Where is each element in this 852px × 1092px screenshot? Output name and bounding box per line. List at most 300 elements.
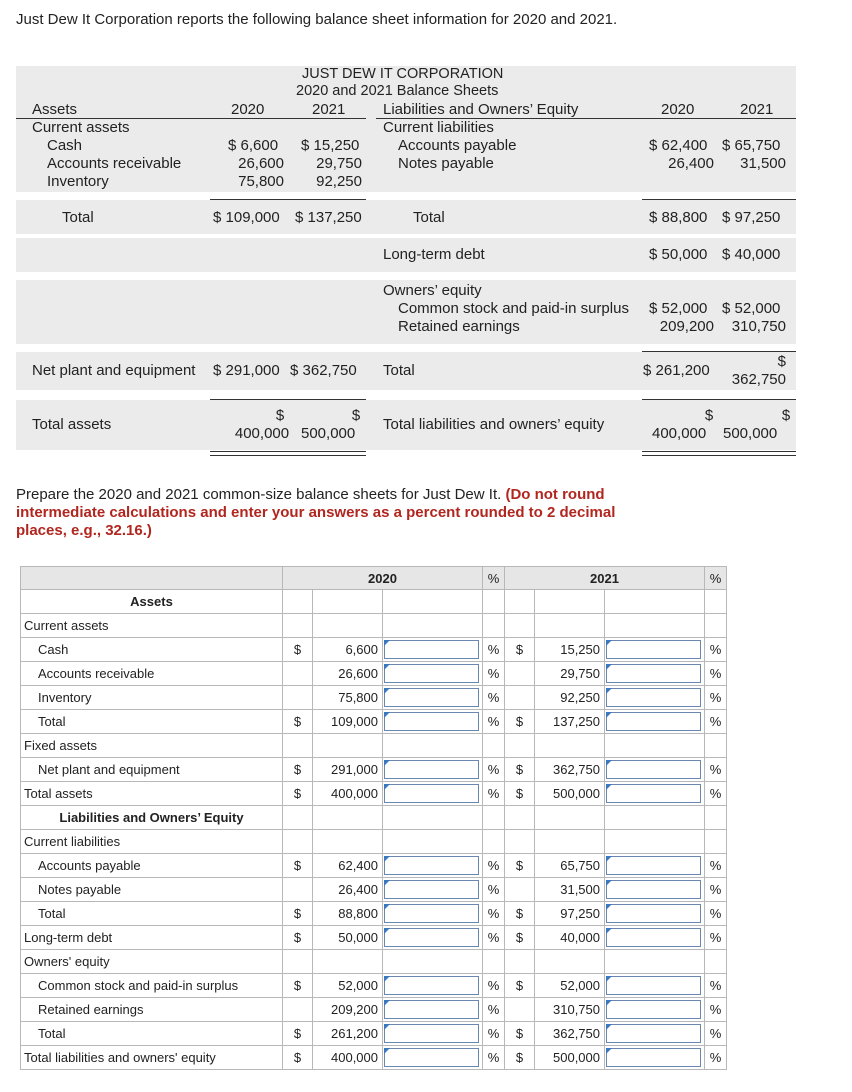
- empty-cell: [605, 614, 705, 638]
- pct-2020-tcl-input[interactable]: [384, 904, 479, 923]
- dollar-2020: $: [283, 638, 313, 662]
- value-2021: 500,000: [535, 782, 605, 806]
- table-row: [21, 590, 727, 614]
- npe-label: Net plant and equipment: [32, 362, 196, 379]
- pct-2020-ltd: [383, 926, 483, 950]
- common-size-table: [20, 566, 727, 1070]
- pct-2020-tloe: [383, 1046, 483, 1070]
- dollar-2021: [505, 662, 535, 686]
- value-2020: 26,600: [313, 662, 383, 686]
- pct-2020-np: [383, 878, 483, 902]
- table-row: [21, 926, 727, 950]
- pct-2021-ap: [605, 854, 705, 878]
- pct-2020-npe: [383, 758, 483, 782]
- pct-sign-2021: %: [705, 758, 727, 782]
- header-2021: 2021: [505, 567, 705, 590]
- dollar-2020: [283, 998, 313, 1022]
- row-label: Inventory: [21, 686, 283, 710]
- empty-cell: [313, 614, 383, 638]
- ar-2021: 29,750: [316, 155, 362, 172]
- pct-sign-2021: %: [705, 878, 727, 902]
- value-2020: 261,200: [313, 1022, 383, 1046]
- dollar-2021: $: [505, 710, 535, 734]
- row-label: Retained earnings: [21, 998, 283, 1022]
- empty-cell: [605, 950, 705, 974]
- cash-label: Cash: [47, 137, 83, 154]
- pct-sign-2020: %: [483, 974, 505, 998]
- pct-2021-re-input[interactable]: [606, 1000, 701, 1019]
- pct-2021-ta: [605, 782, 705, 806]
- section-heading: Assets: [21, 590, 283, 614]
- dollar-2020: $: [283, 710, 313, 734]
- pct-2020-cs: [383, 974, 483, 998]
- empty-cell: [705, 614, 727, 638]
- empty-cell: [705, 806, 727, 830]
- input-marker-icon: [384, 712, 390, 718]
- npe-2020: $ 291,000: [213, 362, 280, 379]
- pct-2020-toe-input[interactable]: [384, 1024, 479, 1043]
- input-marker-icon: [384, 640, 390, 646]
- empty-cell: [483, 614, 505, 638]
- value-2021: 500,000: [535, 1046, 605, 1070]
- section-heading: Liabilities and Owners’ Equity: [21, 806, 283, 830]
- empty-cell: [483, 734, 505, 758]
- input-marker-icon: [384, 784, 390, 790]
- empty-cell: [505, 830, 535, 854]
- pct-sign-2021: %: [705, 974, 727, 998]
- pct-2021-npe: [605, 758, 705, 782]
- pct-2021-toe: [605, 1022, 705, 1046]
- ar-2020: 26,600: [238, 155, 284, 172]
- tloe-label: Total liabilities and owners’ equity: [383, 416, 605, 433]
- pct-2021-tcl-input[interactable]: [606, 904, 701, 923]
- dollar-2021: $: [505, 758, 535, 782]
- header-pct-2020: %: [483, 567, 505, 590]
- np-label: Notes payable: [398, 155, 494, 172]
- value-2021: 362,750: [535, 1022, 605, 1046]
- value-2021: 92,250: [535, 686, 605, 710]
- empty-cell: [505, 806, 535, 830]
- dollar-2021: $: [505, 638, 535, 662]
- pct-2021-inv: [605, 686, 705, 710]
- pct-2020-toe: [383, 1022, 483, 1046]
- pct-sign-2021: %: [705, 854, 727, 878]
- dollar-2021: $: [505, 902, 535, 926]
- divider: [642, 399, 796, 400]
- dollar-2021: $: [505, 1046, 535, 1070]
- dollar-2021: $: [505, 782, 535, 806]
- double-underline: [210, 451, 366, 452]
- instructions-text: Prepare the 2020 and 2021 common-size balance sheets for Just Dew It.: [16, 486, 502, 503]
- pct-sign-2021: %: [705, 926, 727, 950]
- pct-sign-2020: %: [483, 662, 505, 686]
- dollar-2020: $: [283, 902, 313, 926]
- total-ca-label: Total: [62, 209, 94, 226]
- pct-2020-ar-input[interactable]: [384, 664, 479, 683]
- input-marker-icon: [384, 1024, 390, 1030]
- empty-cell: [605, 830, 705, 854]
- pct-2020-inv-input[interactable]: [384, 688, 479, 707]
- empty-cell: [483, 830, 505, 854]
- value-2021: 31,500: [535, 878, 605, 902]
- ap-2021: $ 65,750: [722, 137, 781, 154]
- toe-2020: $ 261,200: [643, 362, 710, 379]
- pct-sign-2020: %: [483, 686, 505, 710]
- pct-sign-2020: %: [483, 638, 505, 662]
- value-2020: 6,600: [313, 638, 383, 662]
- input-marker-icon: [606, 664, 612, 670]
- pct-sign-2021: %: [705, 710, 727, 734]
- empty-cell: [383, 950, 483, 974]
- tcl-2021: $ 97,250: [722, 209, 781, 226]
- instructions-bold: (Do not round intermediate calculations and enter your answers as a percent rounded to 2 decimal places, e.g., 32.16.): [16, 486, 616, 539]
- empty-cell: [383, 806, 483, 830]
- pct-sign-2021: %: [705, 638, 727, 662]
- row-label: Current liabilities: [21, 830, 283, 854]
- pct-2020-ap: [383, 854, 483, 878]
- pct-2020-tca-input[interactable]: [384, 712, 479, 731]
- dollar-2020: $: [283, 782, 313, 806]
- input-marker-icon: [384, 760, 390, 766]
- pct-2021-tcl: [605, 902, 705, 926]
- pct-sign-2021: %: [705, 782, 727, 806]
- value-2021: 97,250: [535, 902, 605, 926]
- liab-2020-heading: 2020: [661, 101, 695, 118]
- ltd-2021: $ 40,000: [722, 246, 781, 263]
- row-label: Accounts payable: [21, 854, 283, 878]
- pct-sign-2021: %: [705, 662, 727, 686]
- empty-cell: [535, 830, 605, 854]
- bs-title: JUST DEW IT CORPORATION: [302, 66, 504, 82]
- value-2020: 62,400: [313, 854, 383, 878]
- re-label: Retained earnings: [398, 318, 520, 335]
- tcl-2020: $ 88,800: [649, 209, 708, 226]
- dollar-2020: $: [283, 758, 313, 782]
- input-marker-icon: [384, 880, 390, 886]
- empty-cell: [505, 614, 535, 638]
- pct-sign-2021: %: [705, 998, 727, 1022]
- current-assets-label: Current assets: [32, 119, 130, 136]
- empty-cell: [605, 590, 705, 614]
- table-row: [21, 830, 727, 854]
- inv-2021: 92,250: [316, 173, 362, 190]
- row-label: Net plant and equipment: [21, 758, 283, 782]
- dollar-2020: [283, 878, 313, 902]
- pct-sign-2020: %: [483, 998, 505, 1022]
- pct-2021-ar: [605, 662, 705, 686]
- cash-2021: $ 15,250: [301, 137, 360, 154]
- empty-cell: [705, 590, 727, 614]
- pct-sign-2021: %: [705, 1022, 727, 1046]
- empty-cell: [283, 950, 313, 974]
- empty-cell: [605, 806, 705, 830]
- empty-cell: [383, 830, 483, 854]
- assets-heading: Assets: [32, 101, 78, 118]
- divider: [642, 351, 796, 352]
- pct-2021-tloe: [605, 1046, 705, 1070]
- pct-2020-npe-input[interactable]: [384, 760, 479, 779]
- pct-2020-tloe-input[interactable]: [384, 1048, 479, 1067]
- instructions: [16, 486, 646, 540]
- header-2020: 2020: [283, 567, 483, 590]
- empty-cell: [283, 590, 313, 614]
- table-row: [21, 567, 727, 590]
- value-2021: 15,250: [535, 638, 605, 662]
- row-label: Fixed assets: [21, 734, 283, 758]
- header-blank: [21, 567, 283, 590]
- double-underline: [642, 455, 796, 456]
- intro-text: Just Dew It Corporation reports the following balance sheet information for 2020 and 2021.: [16, 11, 618, 28]
- input-marker-icon: [606, 1024, 612, 1030]
- empty-cell: [705, 950, 727, 974]
- pct-2021-tloe-input[interactable]: [606, 1048, 701, 1067]
- table-row: [21, 710, 727, 734]
- empty-cell: [483, 950, 505, 974]
- empty-cell: [505, 734, 535, 758]
- row-label: Common stock and paid-in surplus: [21, 974, 283, 998]
- value-2021: 137,250: [535, 710, 605, 734]
- table-row: [21, 686, 727, 710]
- input-marker-icon: [606, 784, 612, 790]
- ta-2021: 500,000: [301, 425, 356, 442]
- empty-cell: [283, 830, 313, 854]
- pct-2021-ar-input[interactable]: [606, 664, 701, 683]
- value-2020: 88,800: [313, 902, 383, 926]
- dollar-2021: $: [505, 1022, 535, 1046]
- table-row: [21, 734, 727, 758]
- row-label: Total assets: [21, 782, 283, 806]
- tloe-2021: 500,000: [723, 425, 778, 442]
- value-2021: 310,750: [535, 998, 605, 1022]
- pct-sign-2021: %: [705, 902, 727, 926]
- pct-sign-2020: %: [483, 1046, 505, 1070]
- dollar-2021: [505, 686, 535, 710]
- dollar-2021: $: [505, 926, 535, 950]
- value-2021: 52,000: [535, 974, 605, 998]
- pct-sign-2020: %: [483, 854, 505, 878]
- pct-2020-ta-input[interactable]: [384, 784, 479, 803]
- row-label: Total: [21, 710, 283, 734]
- empty-cell: [535, 614, 605, 638]
- pct-2020-cash-input[interactable]: [384, 640, 479, 659]
- input-marker-icon: [384, 664, 390, 670]
- tloe-2021-symbol: $: [781, 407, 791, 424]
- empty-cell: [313, 734, 383, 758]
- row-label: Total liabilities and owners' equity: [21, 1046, 283, 1070]
- ltd-label: Long-term debt: [383, 246, 485, 263]
- table-row: [21, 638, 727, 662]
- pct-sign-2020: %: [483, 1022, 505, 1046]
- input-marker-icon: [384, 928, 390, 934]
- dollar-2021: $: [505, 854, 535, 878]
- total-oe-label: Total: [383, 362, 415, 379]
- empty-cell: [605, 734, 705, 758]
- input-marker-icon: [606, 688, 612, 694]
- table-row: [21, 1022, 727, 1046]
- value-2021: 40,000: [535, 926, 605, 950]
- table-row: [21, 614, 727, 638]
- dollar-2021: $: [505, 974, 535, 998]
- input-marker-icon: [384, 1000, 390, 1006]
- cs-label: Common stock and paid-in surplus: [398, 300, 629, 317]
- pct-2021-tca-input[interactable]: [606, 712, 701, 731]
- pct-2020-ltd-input[interactable]: [384, 928, 479, 947]
- pct-2021-cash: [605, 638, 705, 662]
- tloe-2020: 400,000: [652, 425, 707, 442]
- np-2020: 26,400: [668, 155, 714, 172]
- re-2020: 209,200: [659, 318, 714, 335]
- liab-heading: Liabilities and Owners’ Equity: [383, 101, 579, 118]
- bs-subtitle: 2020 and 2021 Balance Sheets: [296, 83, 499, 99]
- value-2021: 65,750: [535, 854, 605, 878]
- empty-cell: [313, 590, 383, 614]
- ltd-2020: $ 50,000: [649, 246, 708, 263]
- divider: [210, 399, 366, 400]
- pct-2020-re-input[interactable]: [384, 1000, 479, 1019]
- table-row: [21, 902, 727, 926]
- tloe-2020-symbol: $: [704, 407, 714, 424]
- cs-2021: $ 52,000: [722, 300, 781, 317]
- input-marker-icon: [606, 976, 612, 982]
- pct-2021-toe-input[interactable]: [606, 1024, 701, 1043]
- value-2020: 50,000: [313, 926, 383, 950]
- pct-2020-np-input[interactable]: [384, 880, 479, 899]
- empty-cell: [283, 734, 313, 758]
- pct-2021-cash-input[interactable]: [606, 640, 701, 659]
- ta-2020-symbol: $: [275, 407, 285, 424]
- tca-2021: $ 137,250: [295, 209, 362, 226]
- empty-cell: [313, 806, 383, 830]
- pct-sign-2020: %: [483, 782, 505, 806]
- row-label: Long-term debt: [21, 926, 283, 950]
- value-2020: 26,400: [313, 878, 383, 902]
- header-pct-2021: %: [705, 567, 727, 590]
- dollar-2020: $: [283, 926, 313, 950]
- pct-sign-2020: %: [483, 710, 505, 734]
- value-2020: 109,000: [313, 710, 383, 734]
- empty-cell: [535, 950, 605, 974]
- toe-2021: 362,750: [731, 371, 786, 388]
- toe-2021-symbol: $: [777, 353, 786, 370]
- input-marker-icon: [384, 688, 390, 694]
- current-liab-label: Current liabilities: [383, 119, 494, 136]
- pct-sign-2021: %: [705, 686, 727, 710]
- input-marker-icon: [606, 712, 612, 718]
- table-row: [21, 974, 727, 998]
- pct-sign-2020: %: [483, 878, 505, 902]
- cs-2020: $ 52,000: [649, 300, 708, 317]
- table-row: [21, 806, 727, 830]
- dollar-2020: $: [283, 974, 313, 998]
- value-2020: 52,000: [313, 974, 383, 998]
- double-underline: [642, 451, 796, 452]
- empty-cell: [483, 806, 505, 830]
- input-marker-icon: [384, 856, 390, 862]
- empty-cell: [705, 830, 727, 854]
- pct-2020-tcl: [383, 902, 483, 926]
- input-marker-icon: [606, 1048, 612, 1054]
- pct-2021-ap-input[interactable]: [606, 856, 701, 875]
- row-label: Accounts receivable: [21, 662, 283, 686]
- pct-2021-np: [605, 878, 705, 902]
- value-2020: 209,200: [313, 998, 383, 1022]
- oe-label: Owners’ equity: [383, 282, 482, 299]
- dollar-2020: $: [283, 1022, 313, 1046]
- double-underline: [210, 455, 366, 456]
- pct-2021-cs-input[interactable]: [606, 976, 701, 995]
- pct-sign-2020: %: [483, 758, 505, 782]
- dollar-2020: [283, 686, 313, 710]
- cash-2020: $ 6,600: [228, 137, 279, 154]
- ta-2020: 400,000: [234, 425, 290, 442]
- empty-cell: [283, 614, 313, 638]
- pct-sign-2020: %: [483, 926, 505, 950]
- total-cl-label: Total: [413, 209, 445, 226]
- pct-2021-np-input[interactable]: [606, 880, 701, 899]
- table-row: [21, 1046, 727, 1070]
- pct-2021-npe-input[interactable]: [606, 760, 701, 779]
- pct-2020-re: [383, 998, 483, 1022]
- pct-2020-cs-input[interactable]: [384, 976, 479, 995]
- value-2021: 29,750: [535, 662, 605, 686]
- empty-cell: [383, 614, 483, 638]
- table-row: [21, 998, 727, 1022]
- input-marker-icon: [606, 928, 612, 934]
- tca-2020: $ 109,000: [213, 209, 280, 226]
- input-marker-icon: [606, 640, 612, 646]
- value-2020: 75,800: [313, 686, 383, 710]
- empty-cell: [313, 830, 383, 854]
- dollar-2020: $: [283, 1046, 313, 1070]
- ap-2020: $ 62,400: [649, 137, 708, 154]
- pct-2021-cs: [605, 974, 705, 998]
- assets-2021-heading: 2021: [312, 101, 346, 118]
- value-2020: 400,000: [313, 782, 383, 806]
- empty-cell: [535, 806, 605, 830]
- npe-2021: $ 362,750: [290, 362, 357, 379]
- table-row: [21, 950, 727, 974]
- divider: [210, 199, 366, 200]
- row-label: Notes payable: [21, 878, 283, 902]
- pct-2021-ta-input[interactable]: [606, 784, 701, 803]
- empty-cell: [535, 734, 605, 758]
- row-label: Cash: [21, 638, 283, 662]
- pct-2020-ta: [383, 782, 483, 806]
- inventory-label: Inventory: [47, 173, 109, 190]
- input-marker-icon: [384, 904, 390, 910]
- empty-cell: [283, 806, 313, 830]
- dollar-2020: $: [283, 854, 313, 878]
- pct-2020-ar: [383, 662, 483, 686]
- empty-cell: [535, 590, 605, 614]
- input-marker-icon: [606, 904, 612, 910]
- table-row: [21, 662, 727, 686]
- total-assets-label: Total assets: [32, 416, 112, 433]
- assets-2020-heading: 2020: [231, 101, 265, 118]
- re-2021: 310,750: [731, 318, 786, 335]
- table-row: [21, 782, 727, 806]
- pct-2020-ap-input[interactable]: [384, 856, 479, 875]
- input-marker-icon: [384, 1048, 390, 1054]
- value-2021: 362,750: [535, 758, 605, 782]
- inv-2020: 75,800: [238, 173, 284, 190]
- dollar-2021: [505, 998, 535, 1022]
- empty-cell: [505, 950, 535, 974]
- pct-2021-ltd-input[interactable]: [606, 928, 701, 947]
- pct-2021-inv-input[interactable]: [606, 688, 701, 707]
- empty-cell: [705, 734, 727, 758]
- row-label: Total: [21, 1022, 283, 1046]
